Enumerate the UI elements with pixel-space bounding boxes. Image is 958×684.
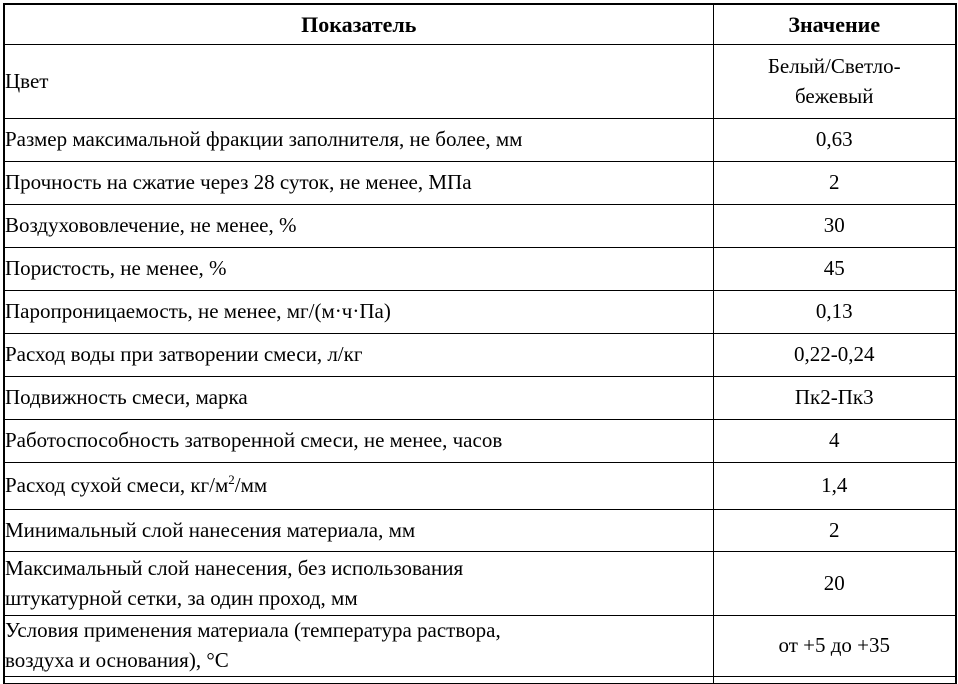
table-cell-indicator: Подвижность смеси, марка — [4, 377, 713, 420]
table-cell-value — [713, 676, 956, 684]
table-row — [4, 291, 956, 334]
document-page — [0, 3, 958, 684]
table-cell-indicator: Минимальный слой нанесения материала, мм — [4, 510, 713, 552]
table-row — [4, 377, 956, 420]
table-cell-value: 30 — [713, 205, 956, 248]
table-row — [4, 205, 956, 248]
table-cell-indicator: Работоспособность затворенной смеси, не менее, часов — [4, 420, 713, 463]
table-row — [4, 162, 956, 205]
table-cell-indicator: Условия применения материала (температура раствора, воздуха и основания), °С — [4, 616, 713, 677]
column-header-indicator: Показатель — [4, 4, 713, 45]
table-row — [4, 119, 956, 162]
table-cell-value: 0,13 — [713, 291, 956, 334]
table-row — [4, 420, 956, 463]
column-header-value: Значение — [713, 4, 956, 45]
table-cell-indicator — [4, 676, 713, 684]
table-cell-value: 20 — [713, 552, 956, 616]
table-cell-value: 45 — [713, 248, 956, 291]
table-cell-value: от +5 до +35 — [713, 616, 956, 677]
table-row — [4, 334, 956, 377]
table-row — [4, 510, 956, 552]
table-cell-value: 2 — [713, 162, 956, 205]
table-cell-indicator: Воздухововлечение, не менее, % — [4, 205, 713, 248]
table-header-row — [4, 4, 956, 45]
table-cell-value: Пк2-Пк3 — [713, 377, 956, 420]
properties-table — [3, 3, 957, 684]
table-row — [4, 248, 956, 291]
table-cell-value: 1,4 — [713, 463, 956, 510]
table-row — [4, 463, 956, 510]
table-cell-indicator: Максимальный слой нанесения, без использования штукатурной сетки, за один проход, мм — [4, 552, 713, 616]
table-cell-indicator: Паропроницаемость, не менее, мг/(м·ч·Па) — [4, 291, 713, 334]
table-cell-indicator: Расход воды при затворении смеси, л/кг — [4, 334, 713, 377]
table-row — [4, 616, 956, 677]
table-cell-value: 0,22-0,24 — [713, 334, 956, 377]
table-row-cutoff — [4, 676, 956, 684]
table-cell-value: 0,63 — [713, 119, 956, 162]
table-cell-value: Белый/Светло- бежевый — [713, 45, 956, 119]
table-cell-indicator: Размер максимальной фракции заполнителя, не более, мм — [4, 119, 713, 162]
table-row — [4, 45, 956, 119]
table-row — [4, 552, 956, 616]
table-cell-indicator: Прочность на сжатие через 28 суток, не менее, МПа — [4, 162, 713, 205]
table-cell-indicator: Пористость, не менее, % — [4, 248, 713, 291]
table-cell-value: 4 — [713, 420, 956, 463]
table-cell-value: 2 — [713, 510, 956, 552]
table-cell-indicator: Цвет — [4, 45, 713, 119]
table-cell-indicator: Расход сухой смеси, $кг/м^2/мм$ — [4, 463, 713, 510]
